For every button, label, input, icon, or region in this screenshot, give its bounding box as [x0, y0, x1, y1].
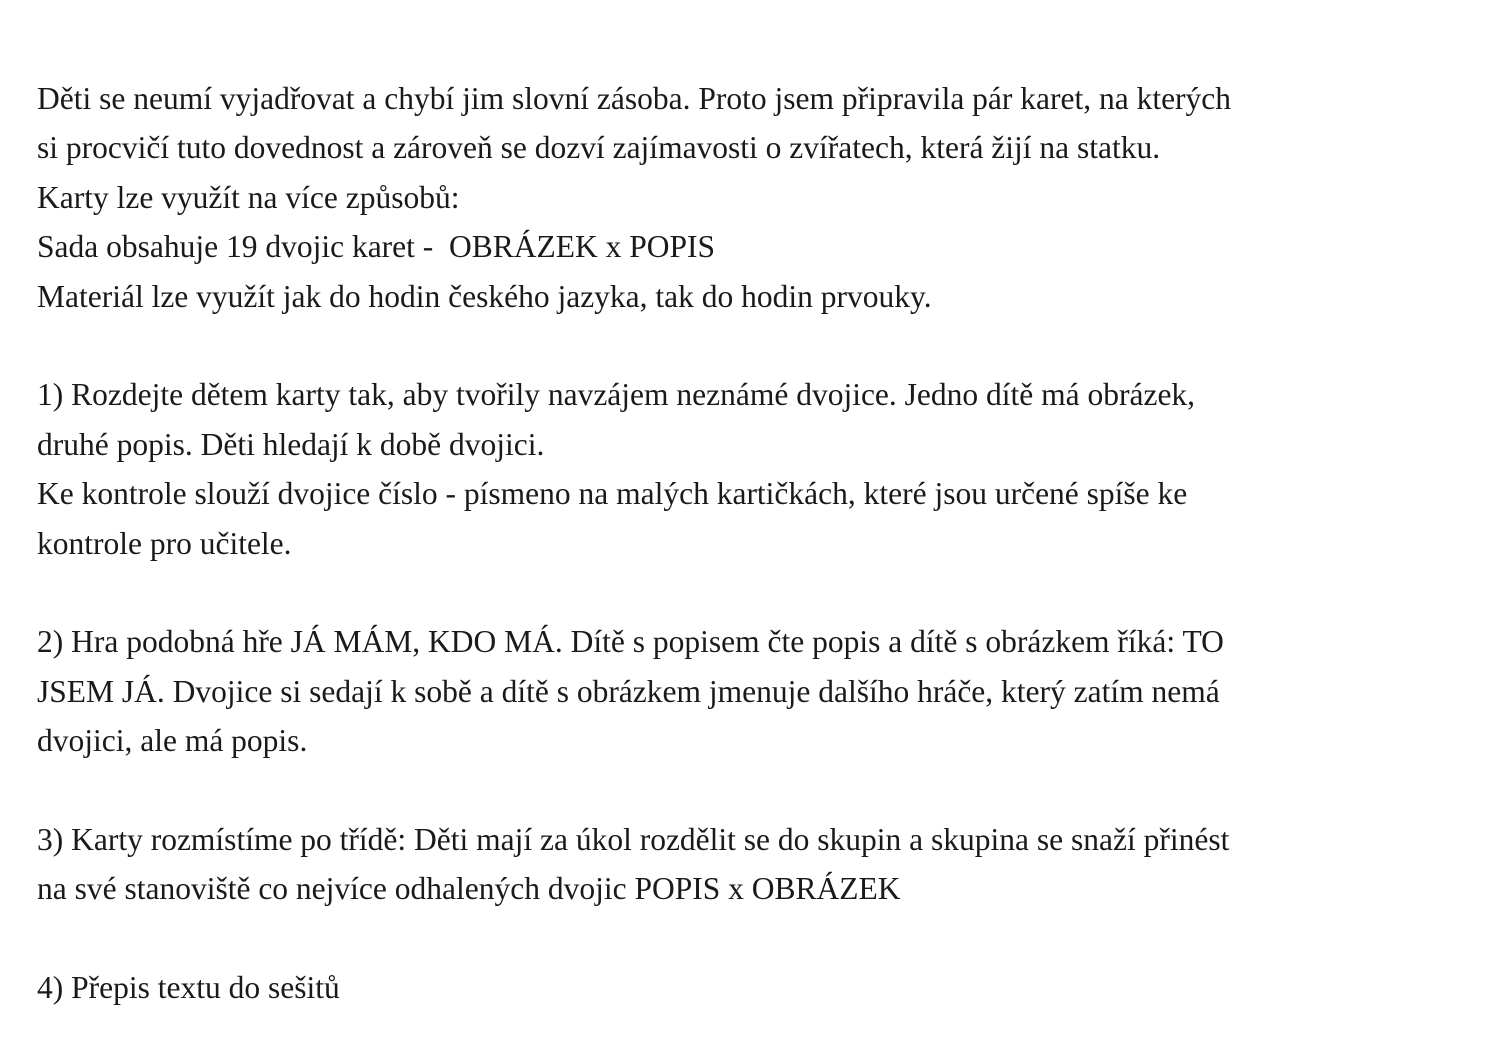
item-line: 2) Hra podobná hře JÁ MÁM, KDO MÁ. Dítě s popisem čte popis a dítě s obrázkem říká: TO: [37, 624, 1224, 660]
item-line: druhé popis. Děti hledají k době dvojici.: [37, 426, 545, 462]
item-line: Ke kontrole slouží dvojice číslo - písmeno na malých kartičkách, které jsou určené spíše ke: [37, 476, 1188, 512]
paragraph-spacer: [37, 914, 1457, 963]
item-line: 1) Rozdejte dětem karty tak, aby tvořily navzájem neznámé dvojice. Jedno dítě má obrázek,: [37, 377, 1196, 413]
instruction-item-1: [37, 370, 1457, 568]
intro-line: Materiál lze využít jak do hodin českého jazyka, tak do hodin prvouky.: [37, 278, 932, 314]
intro-line: Sada obsahuje 19 dvojic karet - OBRÁZEK x POPIS: [37, 229, 716, 265]
item-line: na své stanoviště co nejvíce odhalených dvojic POPIS x OBRÁZEK: [37, 871, 901, 907]
document-body: [37, 74, 1457, 1012]
item-line: 3) Karty rozmístíme po třídě: Děti mají za úkol rozdělit se do skupin a skupina se snaží přinést: [37, 821, 1230, 857]
instruction-item-4: [37, 963, 1457, 1012]
instruction-item-2: [37, 617, 1457, 765]
intro-line: si procvičí tuto dovednost a zároveň se dozví zajímavosti o zvířatech, která žijí na statku.: [37, 130, 1161, 166]
item-line: kontrole pro učitele.: [37, 525, 292, 561]
instruction-item-3: [37, 815, 1457, 914]
intro-line: Děti se neumí vyjadřovat a chybí jim slovní zásoba. Proto jsem připravila pár karet, na kterých: [37, 81, 1232, 116]
paragraph-spacer: [37, 321, 1457, 370]
paragraph-spacer: [37, 568, 1457, 617]
item-line: 4) Přepis textu do sešitů: [37, 970, 340, 1006]
item-line: dvojici, ale má popis.: [37, 723, 308, 759]
paragraph-spacer: [37, 765, 1457, 814]
item-line: JSEM JÁ. Dvojice si sedají k sobě a dítě s obrázkem jmenuje dalšího hráče, který zatím nemá: [37, 673, 1220, 709]
intro-line: Karty lze využít na více způsobů:: [37, 179, 460, 215]
intro-paragraph: [37, 74, 1457, 321]
